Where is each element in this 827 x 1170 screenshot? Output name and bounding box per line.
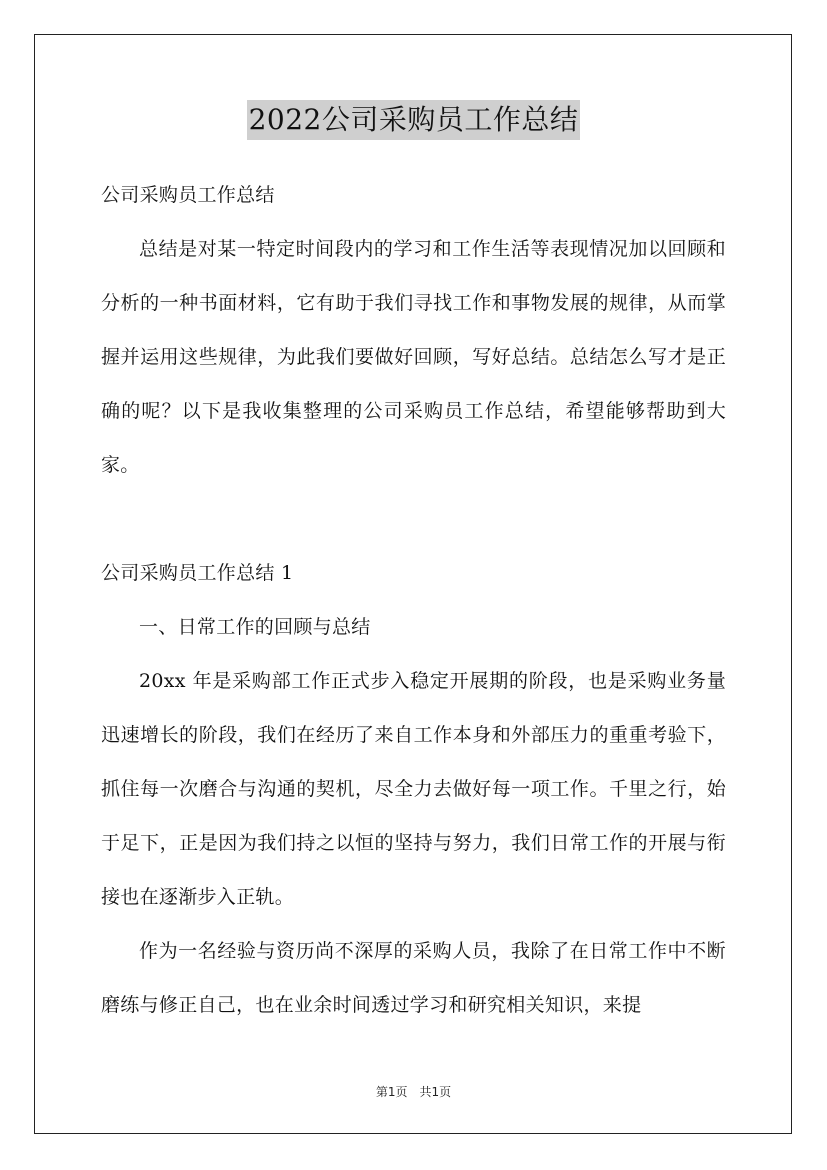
subsection-heading: 一、日常工作的回顾与总结 xyxy=(139,616,371,638)
title-container xyxy=(0,100,827,140)
paragraph-spacer xyxy=(101,492,726,546)
document-title: 2022公司采购员工作总结 xyxy=(247,100,581,140)
page-footer xyxy=(0,1083,827,1100)
document-body xyxy=(101,168,726,1032)
intro-paragraph: 总结是对某一特定时间段内的学习和工作生活等表现情况加以回顾和分析的一种书面材料，它有助于我们寻找工作和事物发展的规律，从而掌握并运用这些规律，为此我们要做好回顾，写好总结。总结怎么写才是正确的呢？以下是我收集整理的公司采购员工作总结，希望能够帮助到大家。 xyxy=(101,238,726,476)
body-paragraph-1: 20xx 年是采购部工作正式步入稳定开展期的阶段，也是采购业务量迅速增长的阶段，我们在经历了来自工作本身和外部压力的重重考验下，抓住每一次磨合与沟通的契机，尽全力去做好每一项工作。千里之行，始于足下，正是因为我们持之以恒的坚持与努力，我们日常工作的开展与衔接也在逐渐步入正轨。 xyxy=(101,670,726,908)
body-paragraph-2: 作为一名经验与资历尚不深厚的采购人员，我除了在日常工作中不断磨练与修正自己，也在业余时间透过学习和研究相关知识，来提 xyxy=(101,940,726,1016)
page-indicator: 第1页 共1页 xyxy=(375,1085,452,1099)
document-subtitle: 公司采购员工作总结 xyxy=(101,184,275,206)
section-heading: 公司采购员工作总结 1 xyxy=(101,562,294,584)
